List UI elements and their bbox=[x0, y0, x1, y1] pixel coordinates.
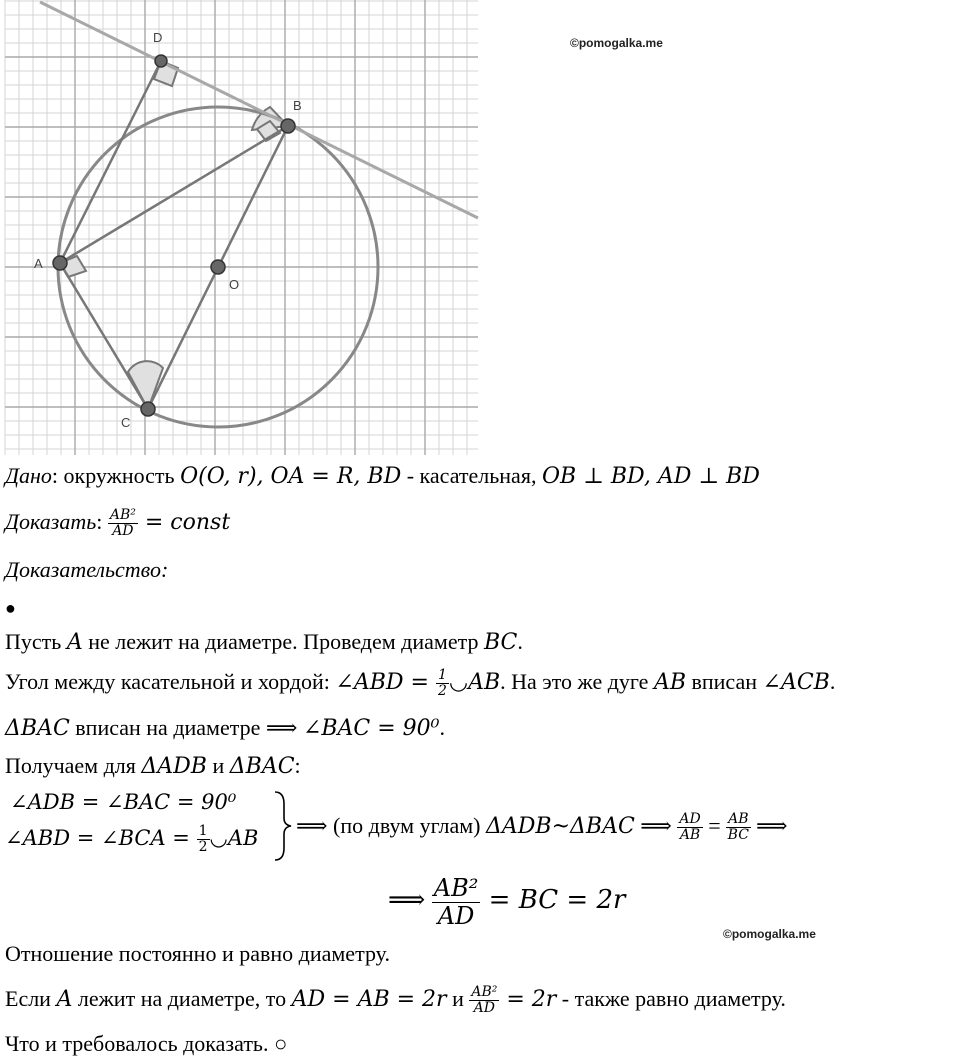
proof-line-3 bbox=[5, 714, 445, 743]
system-line-1: ∠ADB = ∠BAC = 90⁰ bbox=[10, 790, 237, 814]
frac-ad-ab bbox=[677, 812, 702, 844]
sys-half bbox=[197, 824, 210, 856]
label-a: A bbox=[34, 256, 43, 271]
proof-line-4 bbox=[5, 752, 301, 781]
prove-denominator: AD bbox=[112, 523, 134, 540]
bullet: ● bbox=[5, 598, 16, 618]
text-l1c: . bbox=[517, 629, 523, 654]
prove-numerator: AB² bbox=[109, 507, 136, 524]
half-den: 2 bbox=[437, 683, 447, 700]
system-line-2 bbox=[5, 818, 258, 858]
math-l2m4: ∠ACB bbox=[762, 670, 830, 695]
given-mid: - касательная, bbox=[401, 463, 542, 488]
watermark: ©pomogalka.me bbox=[570, 36, 663, 50]
label-o: O bbox=[229, 277, 240, 292]
f1n: AD bbox=[679, 811, 701, 828]
proof-label: Доказательство: bbox=[5, 557, 169, 582]
given-line bbox=[5, 462, 760, 491]
brace bbox=[272, 790, 294, 862]
label-c: C bbox=[121, 415, 131, 430]
given-body: : окружность bbox=[51, 463, 181, 488]
geometry-figure bbox=[0, 0, 480, 458]
text-l1a: Пусть bbox=[5, 629, 67, 654]
eq-sign: = bbox=[702, 813, 727, 838]
prove-label: Доказать bbox=[5, 509, 97, 534]
prove-colon: : bbox=[96, 509, 108, 534]
text-l2c: вписан bbox=[686, 669, 763, 694]
proof-line-7: Что и требовалось доказать. ○ bbox=[5, 1031, 288, 1056]
text-l2d: . bbox=[829, 669, 836, 694]
sys-rest-b: ⟹ bbox=[634, 813, 678, 838]
label-b: B bbox=[293, 98, 302, 113]
text-l6a: Если bbox=[5, 986, 57, 1011]
math-l1m: A bbox=[66, 630, 83, 655]
proof-line-1 bbox=[5, 628, 523, 657]
text-l6c: и bbox=[446, 986, 470, 1011]
l6n: AB² bbox=[471, 984, 498, 1001]
label-d: D bbox=[153, 30, 163, 45]
text-l3a: вписан на диаметре ⟹ bbox=[69, 715, 303, 740]
math-l6m3: = 2r bbox=[499, 987, 557, 1012]
watermark: ©pomogalka.me bbox=[723, 927, 816, 941]
text-l1b: не лежит на диаметре. Проведем диаметр bbox=[82, 629, 484, 654]
prove-rest: = const bbox=[137, 510, 231, 535]
proof-line-5: Отношение постоянно и равно диаметру. bbox=[5, 941, 390, 966]
math-l3m2: ∠BAC = 90⁰ bbox=[302, 716, 440, 741]
f2n: AB bbox=[728, 811, 749, 828]
frac-ab-bc bbox=[726, 812, 750, 844]
sys2a: ∠ABD = ∠BCA = bbox=[5, 826, 197, 850]
res-num: AB² bbox=[433, 874, 479, 903]
text-l2b: . На это же дуге bbox=[500, 669, 654, 694]
res-arrow: ⟹ bbox=[388, 885, 432, 914]
half-fraction bbox=[436, 668, 449, 700]
prove-line bbox=[5, 500, 230, 545]
sys2b: ◡AB bbox=[209, 826, 259, 850]
text-l4a: Получаем для bbox=[5, 753, 142, 778]
sys-rest-m: ΔADB~ΔBAC bbox=[486, 814, 635, 839]
text-l4b: и bbox=[206, 753, 230, 778]
half-num: 1 bbox=[437, 667, 447, 684]
l6d: AD bbox=[473, 1000, 496, 1017]
math-l4m2: ΔBAC bbox=[229, 754, 295, 779]
math-l2m3: AB bbox=[653, 670, 686, 695]
arrow-end: ⟹ bbox=[750, 813, 788, 838]
text-l6e: - также равно диаметру. bbox=[556, 986, 786, 1011]
math-l3m: ΔBAC bbox=[5, 716, 70, 741]
text-l4c: : bbox=[294, 753, 301, 778]
given-label: Дано bbox=[5, 463, 52, 488]
res-rest: = BC = 2r bbox=[480, 885, 626, 915]
math-l6m: A bbox=[56, 987, 73, 1012]
system-conclusion bbox=[296, 804, 788, 849]
result-formula bbox=[388, 870, 625, 930]
sys-half-den: 2 bbox=[198, 839, 208, 855]
text-l3b: . bbox=[439, 715, 445, 740]
math-l2m2: ◡AB bbox=[448, 670, 501, 695]
result-fraction bbox=[432, 875, 481, 929]
proof-heading bbox=[5, 556, 168, 584]
sys-half-num: 1 bbox=[198, 822, 208, 839]
proof-line-2 bbox=[5, 662, 835, 703]
math-l4m: ΔADB bbox=[141, 754, 207, 779]
text-l2a: Угол между касательной и хордой: bbox=[5, 669, 336, 694]
math-l6m2: AD = AB = 2r bbox=[291, 987, 447, 1012]
frac-ab2-ad bbox=[469, 985, 499, 1017]
res-den: AD bbox=[437, 901, 475, 930]
proof-line-6 bbox=[5, 976, 786, 1023]
f1d: AB bbox=[679, 827, 701, 844]
text-l6b: лежит на диаметре, то bbox=[72, 986, 292, 1011]
f2d: BC bbox=[727, 827, 749, 844]
given-math-1: O(O, r), OA = R, BD bbox=[180, 464, 402, 489]
given-math-2: OB ⊥ BD, AD ⊥ BD bbox=[541, 464, 760, 489]
math-l1m2: BC bbox=[483, 630, 518, 655]
math-l2m: ∠ABD = bbox=[335, 670, 436, 695]
sys-rest-a: ⟹ (по двум углам) bbox=[296, 813, 486, 838]
prove-fraction bbox=[108, 508, 138, 540]
